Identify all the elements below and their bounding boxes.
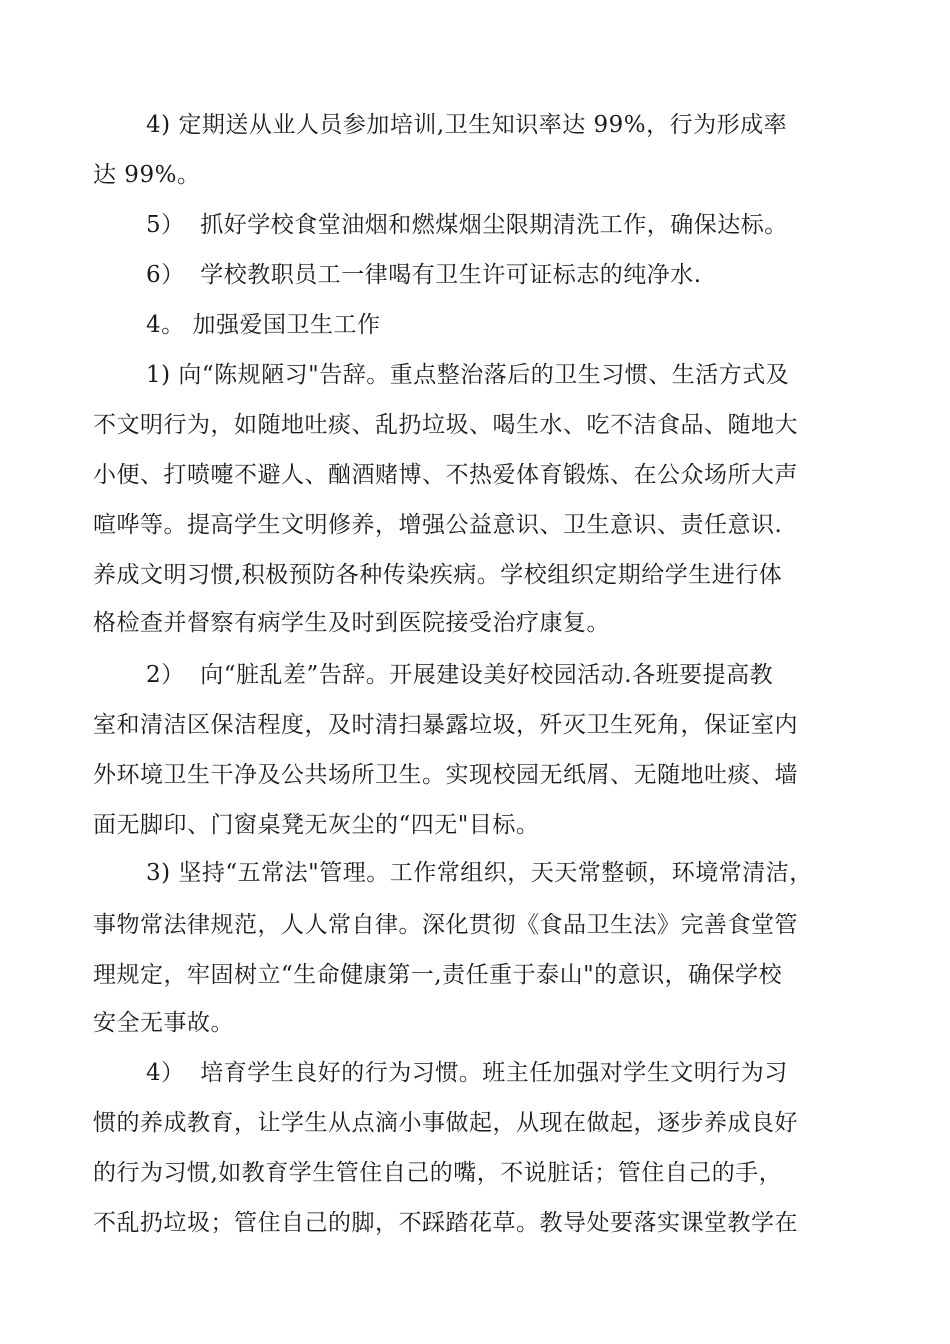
text-line: 6） 学校教职员工一律喝有卫生许可证标志的纯净水. bbox=[146, 262, 702, 288]
text-line: 2） 向“脏乱差”告辞。开展建设美好校园活动.各班要提高教 bbox=[146, 662, 774, 688]
text-line: 3) 坚持“五常法"管理。工作常组织，天天常整顿，环境常清洁， bbox=[146, 860, 813, 886]
text-line: 不文明行为，如随地吐痰、乱扔垃圾、喝生水、吃不洁食品、随地大 bbox=[93, 412, 798, 438]
text-line: 小便、打喷嚏不避人、酗酒赌博、不热爱体育锻炼、在公众场所大声 bbox=[93, 462, 798, 488]
text-line: 养成文明习惯,积极预防各种传染疾病。学校组织定期给学生进行体 bbox=[93, 562, 783, 588]
text-line: 格检查并督察有病学生及时到医院接受治疗康复。 bbox=[93, 610, 610, 636]
text-line: 安全无事故。 bbox=[93, 1010, 234, 1036]
text-line: 喧哗等。提高学生文明修养，增强公益意识、卫生意识、责任意识. bbox=[93, 512, 783, 538]
text-line: 室和清洁区保洁程度，及时清扫暴露垃圾，歼灭卫生死角，保证室内 bbox=[93, 712, 798, 738]
text-line: 理规定，牢固树立“生命健康第一,责任重于泰山"的意识，确保学校 bbox=[93, 962, 783, 988]
section-heading: 4。 加强爱国卫生工作 bbox=[146, 312, 381, 338]
text-line: 面无脚印、门窗桌凳无灰尘的“四无"目标。 bbox=[93, 812, 540, 838]
text-line: 达 99%。 bbox=[93, 162, 201, 188]
text-line: 的行为习惯,如教育学生管住自己的嘴，不说脏话；管住自己的手， bbox=[93, 1160, 783, 1186]
text-line: 不乱扔垃圾；管住自己的脚，不踩踏花草。教导处要落实课堂教学在 bbox=[93, 1210, 798, 1236]
text-line: 4） 培育学生良好的行为习惯。班主任加强对学生文明行为习 bbox=[146, 1060, 788, 1086]
text-line: 惯的养成教育，让学生从点滴小事做起，从现在做起，逐步养成良好 bbox=[93, 1110, 798, 1136]
text-line: 外环境卫生干净及公共场所卫生。实现校园无纸屑、无随地吐痰、墙 bbox=[93, 762, 798, 788]
text-line: 1) 向“陈规陋习"告辞。重点整治落后的卫生习惯、生活方式及 bbox=[146, 362, 790, 388]
text-line: 事物常法律规范，人人常自律。深化贯彻《食品卫生法》完善食堂管 bbox=[93, 912, 798, 938]
text-line: 4) 定期送从业人员参加培训,卫生知识率达 99%，行为形成率 bbox=[146, 112, 788, 138]
text-line: 5） 抓好学校食堂油烟和燃煤烟尘限期清洗工作，确保达标。 bbox=[146, 212, 788, 238]
